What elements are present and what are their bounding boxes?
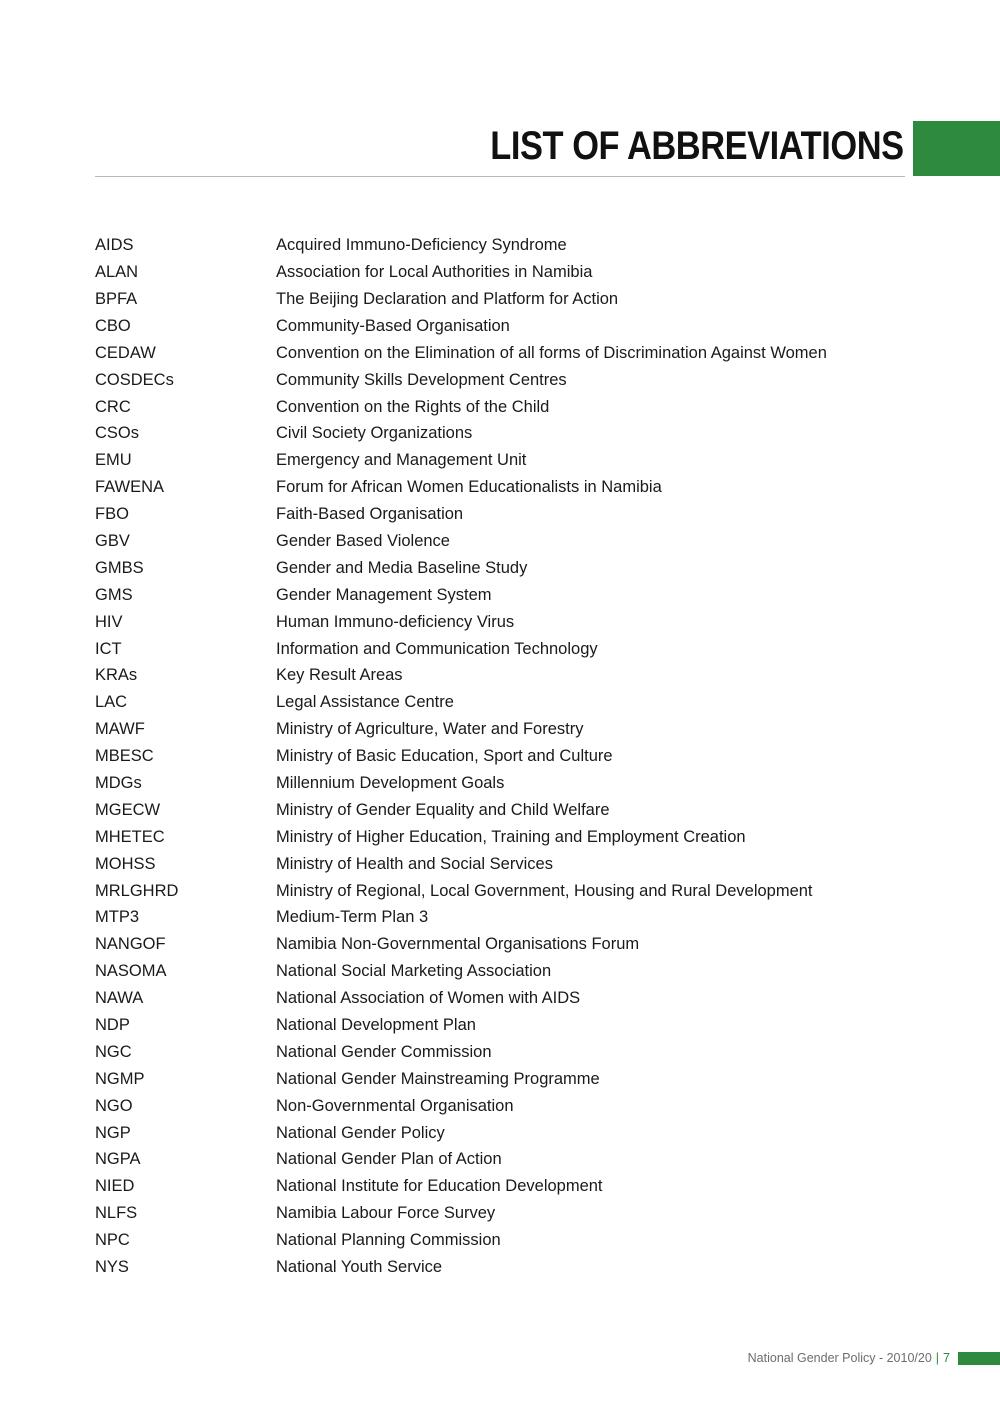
list-item (95, 770, 905, 797)
page-title: LIST OF ABBREVIATIONS (490, 123, 904, 168)
abbreviation-definition: National Development Plan (276, 1016, 476, 1035)
abbreviation-definition: National Gender Mainstreaming Programme (276, 1069, 600, 1088)
abbreviation-term: MBESC (95, 747, 154, 766)
abbreviation-definition: Gender and Media Baseline Study (276, 558, 528, 577)
abbreviation-definition: Medium-Term Plan 3 (276, 908, 429, 927)
abbreviation-term: FBO (95, 505, 129, 524)
abbreviation-term: NYS (95, 1258, 129, 1277)
abbreviation-term: BPFA (95, 289, 138, 308)
list-item (95, 1254, 905, 1281)
abbreviation-term: LAC (95, 693, 128, 712)
list-item (95, 877, 905, 904)
abbreviation-definition: Association for Local Authorities in Namibia (276, 263, 593, 282)
abbreviation-definition: Ministry of Regional, Local Government, Housing and Rural Development (276, 881, 813, 900)
abbreviation-term: EMU (95, 451, 132, 470)
abbreviation-term: NIED (95, 1177, 135, 1196)
abbreviation-term: NGC (95, 1042, 132, 1061)
list-item (95, 1012, 905, 1039)
abbreviation-term: ALAN (95, 263, 139, 282)
list-item (95, 420, 905, 447)
list-item (95, 985, 905, 1012)
list-item (95, 447, 905, 474)
list-item (95, 1173, 905, 1200)
abbreviation-definition: National Gender Plan of Action (276, 1150, 502, 1169)
abbreviation-definition: Convention on the Elimination of all forms of Discrimination Against Women (276, 343, 827, 362)
abbreviation-term: NGO (95, 1096, 133, 1115)
abbreviation-term: NPC (95, 1231, 130, 1250)
list-item (95, 743, 905, 770)
abbreviation-term: NLFS (95, 1204, 138, 1223)
abbreviation-definition: Forum for African Women Educationalists in Namibia (276, 478, 662, 497)
page-footer (748, 1350, 1000, 1366)
abbreviation-term: MHETEC (95, 827, 165, 846)
abbreviation-term: NASOMA (95, 962, 167, 981)
abbreviation-definition: Civil Society Organizations (276, 424, 473, 443)
list-item (95, 824, 905, 851)
list-item (95, 232, 905, 259)
abbreviation-term: ICT (95, 639, 122, 658)
abbreviation-definition: National Association of Women with AIDS (276, 989, 581, 1008)
abbreviation-definition: National Gender Commission (276, 1042, 492, 1061)
list-item (95, 1093, 905, 1120)
abbreviation-term: NGP (95, 1123, 131, 1142)
abbreviation-term: MAWF (95, 720, 145, 739)
abbreviation-list (95, 232, 905, 1281)
abbreviation-term: CBO (95, 316, 131, 335)
abbreviation-term: FAWENA (95, 478, 165, 497)
abbreviation-term: MRLGHRD (95, 881, 179, 900)
list-item (95, 474, 905, 501)
list-item (95, 286, 905, 313)
abbreviation-definition: Acquired Immuno-Deficiency Syndrome (276, 236, 567, 255)
list-item (95, 797, 905, 824)
abbreviation-definition: Namibia Labour Force Survey (276, 1204, 496, 1223)
abbreviation-term: MOHSS (95, 854, 156, 873)
list-item (95, 1200, 905, 1227)
list-item (95, 1119, 905, 1146)
abbreviation-term: CEDAW (95, 343, 156, 362)
abbreviation-definition: Ministry of Higher Education, Training and Employment Creation (276, 827, 746, 846)
list-item (95, 501, 905, 528)
abbreviation-definition: Gender Management System (276, 585, 492, 604)
abbreviation-definition: Ministry of Gender Equality and Child Welfare (276, 800, 610, 819)
footer-accent-bar (958, 1352, 1000, 1365)
list-item (95, 340, 905, 367)
abbreviation-definition: Faith-Based Organisation (276, 505, 464, 524)
abbreviation-definition: Ministry of Basic Education, Sport and Culture (276, 747, 613, 766)
list-item (95, 1066, 905, 1093)
abbreviation-term: GMS (95, 585, 133, 604)
abbreviation-definition: National Social Marketing Association (276, 962, 552, 981)
list-item (95, 958, 905, 985)
abbreviation-definition: National Youth Service (276, 1258, 443, 1277)
list-item (95, 313, 905, 340)
abbreviation-definition: Gender Based Violence (276, 531, 450, 550)
abbreviation-definition: The Beijing Declaration and Platform for Action (276, 289, 619, 308)
abbreviation-definition: Human Immuno-deficiency Virus (276, 612, 515, 631)
abbreviation-term: GBV (95, 531, 130, 550)
abbreviation-definition: National Gender Policy (276, 1123, 445, 1142)
abbreviation-term: MDGs (95, 774, 142, 792)
footer-document-title: National Gender Policy - 2010/20 (747, 1351, 932, 1365)
abbreviation-term: MGECW (95, 800, 161, 819)
abbreviation-definition: Emergency and Management Unit (276, 451, 527, 470)
abbreviation-definition: Millennium Development Goals (276, 774, 505, 792)
footer-separator: | (935, 1351, 940, 1365)
list-item (95, 1227, 905, 1254)
abbreviation-definition: National Planning Commission (276, 1231, 501, 1250)
abbreviation-term: NDP (95, 1016, 130, 1035)
abbreviation-term: NANGOF (95, 935, 166, 954)
abbreviation-definition: Namibia Non-Governmental Organisations Forum (276, 935, 640, 954)
abbreviation-term: HIV (95, 612, 123, 631)
list-item (95, 259, 905, 286)
abbreviation-term: CRC (95, 397, 131, 416)
list-item (95, 931, 905, 958)
abbreviation-term: AIDS (95, 236, 134, 255)
list-item (95, 904, 905, 931)
abbreviation-definition: Community-Based Organisation (276, 316, 510, 335)
list-item (95, 689, 905, 716)
abbreviation-definition: Non-Governmental Organisation (276, 1096, 514, 1115)
abbreviation-term: NGMP (95, 1069, 145, 1088)
list-item (95, 716, 905, 743)
list-item (95, 635, 905, 662)
list-item (95, 850, 905, 877)
abbreviation-definition: Ministry of Agriculture, Water and Forestry (276, 720, 584, 739)
list-item (95, 608, 905, 635)
list-item (95, 555, 905, 582)
abbreviation-term: CSOs (95, 424, 140, 443)
abbreviation-definition: Community Skills Development Centres (276, 370, 567, 389)
abbreviation-term: KRAs (95, 666, 138, 685)
list-item (95, 528, 905, 555)
abbreviation-term: MTP3 (95, 908, 140, 927)
list-item (95, 1146, 905, 1173)
abbreviation-definition: Information and Communication Technology (276, 639, 598, 658)
page-number: 7 (943, 1351, 950, 1365)
list-item (95, 582, 905, 609)
abbreviation-definition: National Institute for Education Development (276, 1177, 603, 1196)
abbreviation-term: NGPA (95, 1150, 141, 1169)
list-item (95, 662, 905, 689)
abbreviation-definition: Legal Assistance Centre (276, 693, 454, 712)
abbreviation-definition: Key Result Areas (276, 666, 403, 685)
abbreviation-term: GMBS (95, 558, 144, 577)
header-divider (95, 176, 905, 177)
list-item (95, 1039, 905, 1066)
abbreviation-definition: Convention on the Rights of the Child (276, 397, 550, 416)
abbreviation-term: COSDECs (95, 370, 174, 389)
abbreviation-term: NAWA (95, 989, 144, 1008)
list-item (95, 366, 905, 393)
header-accent-block (913, 121, 1000, 176)
list-item (95, 393, 905, 420)
abbreviation-definition: Ministry of Health and Social Services (276, 854, 553, 873)
